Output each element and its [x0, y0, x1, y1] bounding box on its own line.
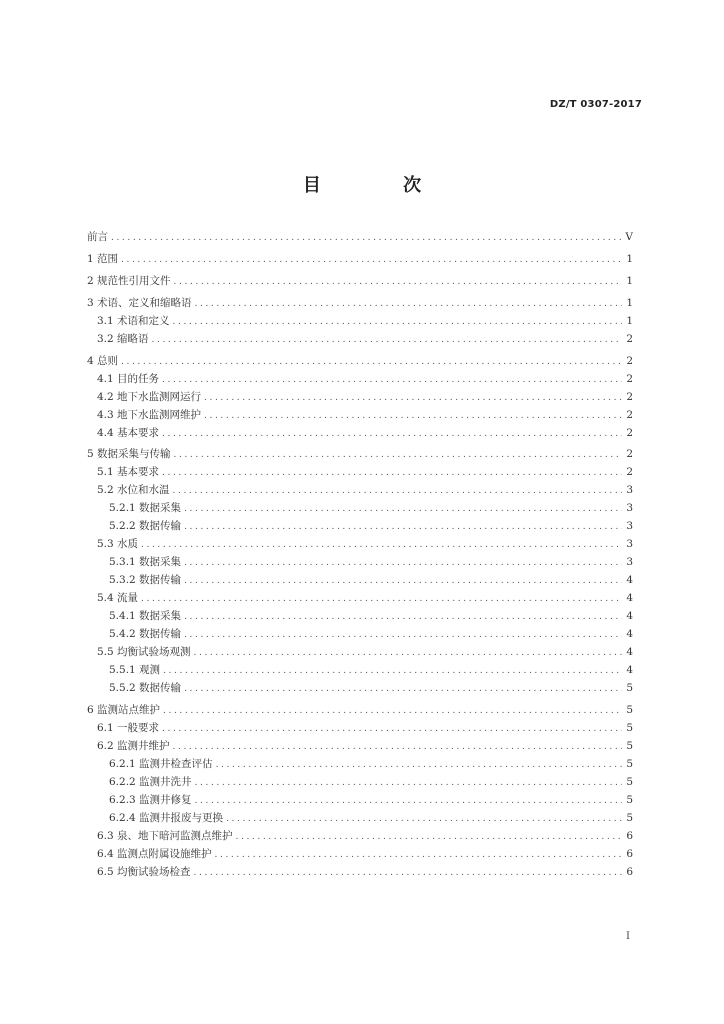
toc-entry-page: 6 [626, 848, 633, 861]
toc-entry[interactable] [87, 406, 633, 424]
toc-entry[interactable] [87, 791, 633, 809]
toc-entry[interactable] [87, 370, 633, 388]
toc-entry-page: 1 [626, 314, 633, 327]
toc-entry-label: 6 监测站点维护 [87, 704, 161, 717]
toc-entry-page: 3 [626, 502, 633, 515]
toc-entry[interactable] [87, 445, 633, 463]
toc-entry-page: 1 [626, 274, 633, 287]
toc-entry[interactable] [87, 827, 633, 845]
toc-leader-dots [121, 353, 622, 371]
toc-entry[interactable] [87, 424, 633, 442]
toc-entry-page: 3 [626, 556, 633, 569]
toc-title: 目 次 [302, 175, 460, 196]
toc-leader-dots [173, 313, 622, 331]
toc-entry[interactable] [87, 643, 633, 661]
toc-entry-page: 5 [626, 794, 633, 807]
toc-leader-dots [162, 425, 622, 443]
toc-entry-label: 6.4 监测点附属设施维护 [97, 848, 212, 861]
toc-entry[interactable] [87, 863, 633, 881]
toc-entry-label: 4.1 目的任务 [97, 372, 160, 385]
toc-entry[interactable] [87, 845, 633, 863]
toc-entry[interactable] [87, 228, 633, 246]
toc-entry-label: 5.4.1 数据采集 [109, 610, 182, 623]
toc-leader-dots [162, 464, 622, 482]
toc-entry[interactable] [87, 330, 633, 348]
toc-entry[interactable] [87, 589, 633, 607]
toc-entry-label: 5.2 水位和水温 [97, 484, 170, 497]
toc-entry-page: 2 [626, 466, 633, 479]
toc-entry-page: 6 [626, 866, 633, 879]
toc-entry-page: 2 [626, 354, 633, 367]
toc-leader-dots [184, 572, 622, 590]
toc-leader-dots [204, 389, 622, 407]
toc-leader-dots [152, 331, 622, 349]
toc-leader-dots [184, 626, 622, 644]
toc-entry-label: 6.2.2 监测井洗井 [109, 776, 192, 789]
toc-entry-label: 6.2.1 监测井检查评估 [109, 758, 213, 771]
toc-leader-dots [194, 644, 622, 662]
toc-entry-page: 4 [626, 664, 633, 677]
toc-entry-page: 1 [626, 252, 633, 265]
toc-entry-page: 5 [626, 776, 633, 789]
toc-entry-page: 2 [626, 372, 633, 385]
standard-code: DZ/T 0307-2017 [549, 99, 642, 110]
toc-entry-page: 5 [626, 704, 633, 717]
toc-leader-dots [195, 774, 622, 792]
toc-entry[interactable] [87, 755, 633, 773]
toc-entry-page: 4 [626, 574, 633, 587]
toc-leader-dots [184, 608, 622, 626]
toc-leader-dots [184, 680, 622, 698]
toc-leader-dots [215, 846, 622, 864]
toc-entry-label: 5.1 基本要求 [97, 466, 160, 479]
toc-leader-dots [162, 720, 622, 738]
toc-leader-dots [121, 251, 622, 269]
toc-entry-page: 4 [626, 628, 633, 641]
toc-entry-page: 3 [626, 484, 633, 497]
toc-entry-page: 3 [626, 520, 633, 533]
toc-leader-dots [195, 295, 622, 313]
toc-entry[interactable] [87, 661, 633, 679]
toc-entry[interactable] [87, 607, 633, 625]
toc-entry-page: 2 [626, 390, 633, 403]
toc-entry[interactable] [87, 250, 633, 268]
toc-list [87, 228, 633, 881]
toc-entry-label: 6.2.3 监测井修复 [109, 794, 192, 807]
toc-entry-page: 5 [626, 722, 633, 735]
toc-leader-dots [195, 792, 622, 810]
toc-entry-page: 5 [626, 812, 633, 825]
toc-leader-dots [216, 756, 622, 774]
toc-leader-dots [163, 662, 622, 680]
toc-entry-page: V [625, 231, 633, 243]
toc-leader-dots [236, 828, 622, 846]
toc-entry-page: 5 [626, 758, 633, 771]
toc-entry[interactable] [87, 388, 633, 406]
toc-entry-label: 2 规范性引用文件 [87, 274, 171, 287]
toc-entry-label: 1 范围 [87, 252, 119, 265]
toc-entry-page: 4 [626, 592, 633, 605]
toc-leader-dots [111, 229, 622, 247]
toc-leader-dots [163, 702, 622, 720]
toc-entry[interactable] [87, 294, 633, 312]
toc-entry-label: 5.3.1 数据采集 [109, 556, 182, 569]
toc-entry[interactable] [87, 517, 633, 535]
toc-entry[interactable] [87, 679, 633, 697]
toc-entry-label: 5.4.2 数据传输 [109, 628, 182, 641]
toc-leader-dots [173, 738, 622, 756]
toc-entry-page: 2 [626, 448, 633, 461]
toc-entry-label: 6.2 监测井维护 [97, 740, 170, 753]
page-number: I [626, 931, 630, 942]
toc-leader-dots [184, 500, 622, 518]
toc-entry-label: 5.3 水质 [97, 538, 139, 551]
toc-entry[interactable] [87, 352, 633, 370]
toc-entry-label: 5 数据采集与传输 [87, 448, 171, 461]
toc-leader-dots [174, 273, 622, 291]
toc-entry[interactable] [87, 625, 633, 643]
toc-entry[interactable] [87, 773, 633, 791]
toc-entry-label: 4 总则 [87, 354, 119, 367]
toc-entry[interactable] [87, 719, 633, 737]
toc-entry-label: 5.5.2 数据传输 [109, 682, 182, 695]
toc-entry-page: 2 [626, 426, 633, 439]
toc-entry-label: 3.1 术语和定义 [97, 314, 170, 327]
toc-entry[interactable] [87, 701, 633, 719]
toc-entry[interactable] [87, 571, 633, 589]
toc-entry-label: 5.3.2 数据传输 [109, 574, 182, 587]
toc-entry[interactable] [87, 553, 633, 571]
toc-entry-page: 1 [626, 296, 633, 309]
toc-entry-label: 6.3 泉、地下暗河监测点维护 [97, 830, 233, 843]
toc-entry-label: 4.2 地下水监测网运行 [97, 390, 202, 403]
toc-entry-label: 4.3 地下水监测网维护 [97, 408, 202, 421]
toc-entry-label: 6.1 一般要求 [97, 722, 160, 735]
toc-entry-page: 2 [626, 332, 633, 345]
toc-leader-dots [141, 536, 622, 554]
toc-leader-dots [194, 864, 622, 882]
toc-leader-dots [141, 590, 622, 608]
toc-entry-label: 5.5.1 观测 [109, 664, 161, 677]
toc-entry-label: 4.4 基本要求 [97, 426, 160, 439]
toc-leader-dots [174, 446, 622, 464]
toc-entry[interactable] [87, 312, 633, 330]
toc-entry[interactable] [87, 481, 633, 499]
toc-entry-label: 5.2.2 数据传输 [109, 520, 182, 533]
toc-entry[interactable] [87, 737, 633, 755]
toc-entry-label: 5.4 流量 [97, 592, 139, 605]
toc-entry-label: 6.2.4 监测井报废与更换 [109, 812, 224, 825]
toc-entry-page: 4 [626, 610, 633, 623]
toc-leader-dots [204, 407, 622, 425]
toc-entry-page: 5 [626, 682, 633, 695]
toc-entry-label: 6.5 均衡试验场检查 [97, 866, 191, 879]
toc-entry-page: 3 [626, 538, 633, 551]
toc-entry-label: 前言 [87, 231, 108, 243]
toc-entry[interactable] [87, 499, 633, 517]
toc-entry-page: 5 [626, 740, 633, 753]
toc-entry-label: 5.5 均衡试验场观测 [97, 646, 191, 659]
toc-entry[interactable] [87, 535, 633, 553]
toc-entry-page: 2 [626, 408, 633, 421]
toc-entry-label: 3 术语、定义和缩略语 [87, 296, 192, 309]
toc-leader-dots [226, 810, 622, 828]
toc-entry-label: 3.2 缩略语 [97, 332, 149, 345]
toc-leader-dots [184, 518, 622, 536]
toc-entry-page: 6 [626, 830, 633, 843]
toc-entry-label: 5.2.1 数据采集 [109, 502, 182, 515]
toc-entry[interactable] [87, 272, 633, 290]
toc-leader-dots [184, 554, 622, 572]
toc-entry[interactable] [87, 809, 633, 827]
toc-entry[interactable] [87, 463, 633, 481]
toc-leader-dots [162, 371, 622, 389]
toc-leader-dots [173, 482, 622, 500]
toc-entry-page: 4 [626, 646, 633, 659]
